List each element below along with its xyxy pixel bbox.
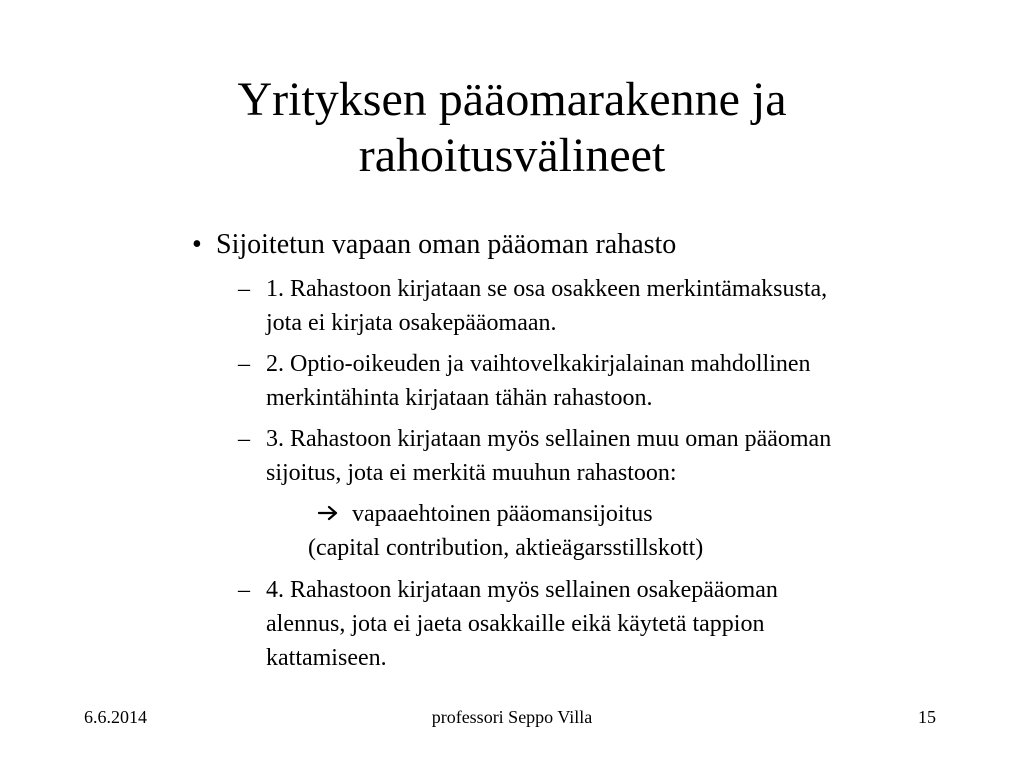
sub-item-3 [238,422,968,490]
sub-item-4 [238,573,968,675]
sub-item-4-line-3: kattamiseen. [266,645,387,671]
main-bullet-text: Sijoitetun vapaan oman pääoman rahasto [216,229,677,260]
sub-item-4-line-2: alennus, jota ei jaeta osakkaille eikä käytetä tappion [266,611,765,637]
title-line-2: rahoitusvälineet [358,129,666,182]
dash-marker: – [238,577,250,603]
main-bullet [188,228,968,262]
sub-item-2-line-2: merkintähinta kirjataan tähän rahastoon. [266,385,653,411]
sub-item-3-line-1: 3. Rahastoon kirjataan myös sellainen muu oman pääoman [266,426,832,452]
sub-item-1 [238,272,968,340]
slide-content [188,228,968,682]
dash-marker: – [238,276,250,302]
sub-list [238,272,968,675]
note-arrow-line [318,497,968,531]
title-line-1: Yrityksen pääomarakenne ja [237,73,787,126]
bullet-marker: • [192,229,202,260]
right-arrow-icon [318,501,346,527]
footer-author: professori Seppo Villa [431,707,593,727]
sub-item-1-line-2: jota ei kirjata osakepääomaan. [266,310,557,336]
sub-item-2-line-1: 2. Optio-oikeuden ja vaihtovelkakirjalainan mahdollinen [266,351,811,377]
note-block [308,497,968,565]
dash-marker: – [238,426,250,452]
sub-item-3-line-2: sijoitus, jota ei merkitä muuhun rahastoon: [266,460,677,486]
note-line-2: (capital contribution, aktieägarsstillskott) [308,535,704,561]
note-line-1: vapaaehtoinen pääomansijoitus [352,501,653,527]
sub-item-1-line-1: 1. Rahastoon kirjataan se osa osakkeen merkintämaksusta, [266,276,828,302]
footer-page-number: 15 [918,707,936,727]
sub-item-2 [238,347,968,415]
footer-date: 6.6.2014 [84,707,147,727]
slide-title [100,72,924,184]
dash-marker: – [238,351,250,377]
sub-item-4-line-1: 4. Rahastoon kirjataan myös sellainen osakepääoman [266,577,778,603]
